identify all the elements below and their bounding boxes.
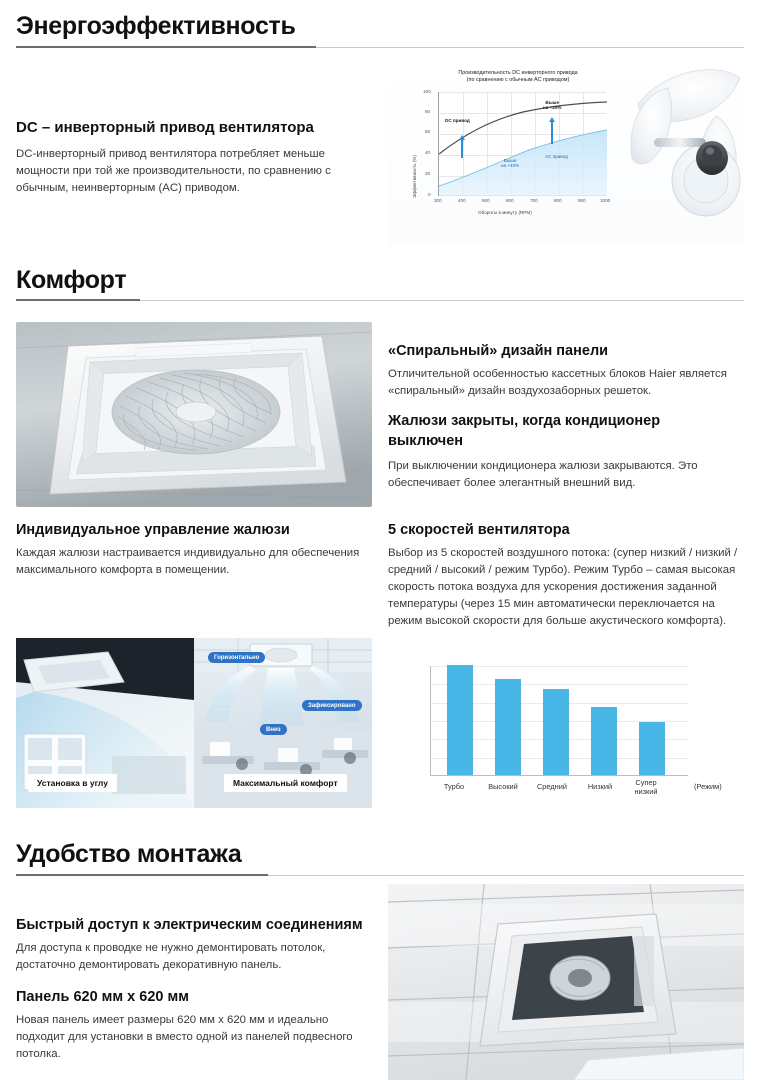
photo-corner-installation xyxy=(16,638,194,808)
ytick-40: 40 xyxy=(425,150,431,155)
bar-super-low xyxy=(639,722,665,775)
photo-ceiling-install xyxy=(388,884,744,1080)
section-rule-energy-dark xyxy=(16,46,316,48)
xtick-1000: 1000 xyxy=(600,198,611,203)
bar-medium xyxy=(543,689,569,775)
bars-xlabel: (Режим) xyxy=(694,782,722,791)
spiral-body: Отличительной особенностью кассетных блоков Haier является «спиральный» дизайн воздухозаборных решеток. xyxy=(388,368,727,398)
chart-dc-efficiency xyxy=(408,70,628,230)
louver-heading: Жалюзи закрыты, когда кондиционер выключен xyxy=(388,413,661,449)
bar-label-low: Низкий xyxy=(587,782,613,791)
chart-dc-title: Производительность DC инверторного привода (по сравнению с обычным AC приводом) xyxy=(458,70,578,84)
spiral-heading: «Спиральный» дизайн панели xyxy=(388,343,609,359)
ytick-100: 100 xyxy=(423,89,431,94)
bar-label-super-low: Супер низкий xyxy=(634,778,658,797)
bars-plot xyxy=(430,666,688,776)
collage-left-label: Установка в углу xyxy=(28,774,117,792)
chart-dc-ylabel: Эффективность (%) xyxy=(412,155,417,198)
louver-body: При выключении кондиционера жалюзи закрываются. Это обеспечивает более элегантный внешний вид. xyxy=(388,460,698,490)
section-rule-comfort-dark xyxy=(16,299,140,301)
xtick-400: 400 xyxy=(458,198,466,203)
annotation-ac-drive: AC привод xyxy=(545,154,568,159)
collage-right-label: Максимальный комфорт xyxy=(224,774,347,792)
xtick-800: 800 xyxy=(554,198,562,203)
section-title-install: Удобство монтажа xyxy=(16,840,242,868)
chip-custom-position: Настраиваемое положение xyxy=(207,700,247,713)
annotation-dc-drive: DC привод xyxy=(445,118,470,123)
figure-installation-collage xyxy=(16,638,372,808)
bar-label-medium: Средний xyxy=(536,782,568,791)
xtick-600: 600 xyxy=(506,198,514,203)
chart-dc-xlabel: Обороты в минуту (RPM) xyxy=(478,210,532,215)
chip-sync: Зафиксировано xyxy=(302,700,362,711)
chip-down: Вниз xyxy=(260,724,287,735)
xtick-700: 700 xyxy=(530,198,538,203)
energy-body: DC-инверторный привод вентилятора потребляет меньше мощности при той же производительности, по сравнению с обычным, неинверторным (AC) приводом. xyxy=(16,148,331,195)
ytick-60: 60 xyxy=(425,129,431,134)
annotation-plus20: Выше на +20% xyxy=(543,100,562,111)
chart-dc-plot xyxy=(438,92,606,196)
access-heading: Быстрый доступ к электрическим соединениям xyxy=(16,917,363,933)
fan-motor-photo xyxy=(624,62,744,244)
panel-body: Новая панель имеет размеры 620 мм х 620 мм и идеально подходит для установки в вместо одной из панелей подвесного потолка. xyxy=(16,1014,353,1061)
energy-heading: DC – инверторный привод вентилятора xyxy=(16,119,314,136)
figure-dc-inverter xyxy=(388,62,744,244)
section-rule-comfort-light xyxy=(140,300,744,301)
bar-turbo xyxy=(447,665,473,775)
bar-label-high: Высокий xyxy=(488,782,518,791)
xtick-300: 300 xyxy=(434,198,442,203)
section-rule-install-dark xyxy=(16,874,268,876)
section-title-comfort: Комфорт xyxy=(16,266,127,294)
xtick-900: 900 xyxy=(578,198,586,203)
access-body: Для доступа к проводке не нужно демонтировать потолок, достаточно демонтировать декоративную панель. xyxy=(16,942,326,972)
chip-horizontal: Горизонтально xyxy=(208,652,265,663)
speeds-body: Выбор из 5 скоростей воздушного потока: (супер низкий / низкий / средний / высокий / режим Турбо). Режим Турбо – самая высокая скорость потока воздуха для ускорения достижения заданной температуры (через 15 мин автоматически переключается на режим высокой скорости для больше акустического комфорта). xyxy=(388,547,738,628)
section-rule-install-light xyxy=(268,875,744,876)
bar-label-turbo: Турбо xyxy=(443,782,465,791)
section-title-energy: Энергоэффективность xyxy=(16,12,296,40)
speeds-heading: 5 скоростей вентилятора xyxy=(388,522,570,538)
chart-airflow-speeds xyxy=(388,648,744,813)
individual-body: Каждая жалюзи настраивается индивидуально для обеспечения максимального комфорта в помещении. xyxy=(16,547,360,577)
ytick-0: 0 xyxy=(428,192,431,197)
bar-low xyxy=(591,707,617,775)
annotation-plus40: Выше на +40% xyxy=(501,158,520,169)
individual-heading: Индивидуальное управление жалюзи xyxy=(16,522,290,538)
ytick-20: 20 xyxy=(425,171,431,176)
ytick-80: 80 xyxy=(425,109,431,114)
bar-high xyxy=(495,679,521,775)
section-rule-energy-light xyxy=(316,47,744,48)
photo-max-comfort-office xyxy=(194,638,372,808)
xtick-500: 500 xyxy=(482,198,490,203)
panel-heading: Панель 620 мм х 620 мм xyxy=(16,989,189,1005)
photo-cassette-ceiling-unit xyxy=(16,322,372,507)
